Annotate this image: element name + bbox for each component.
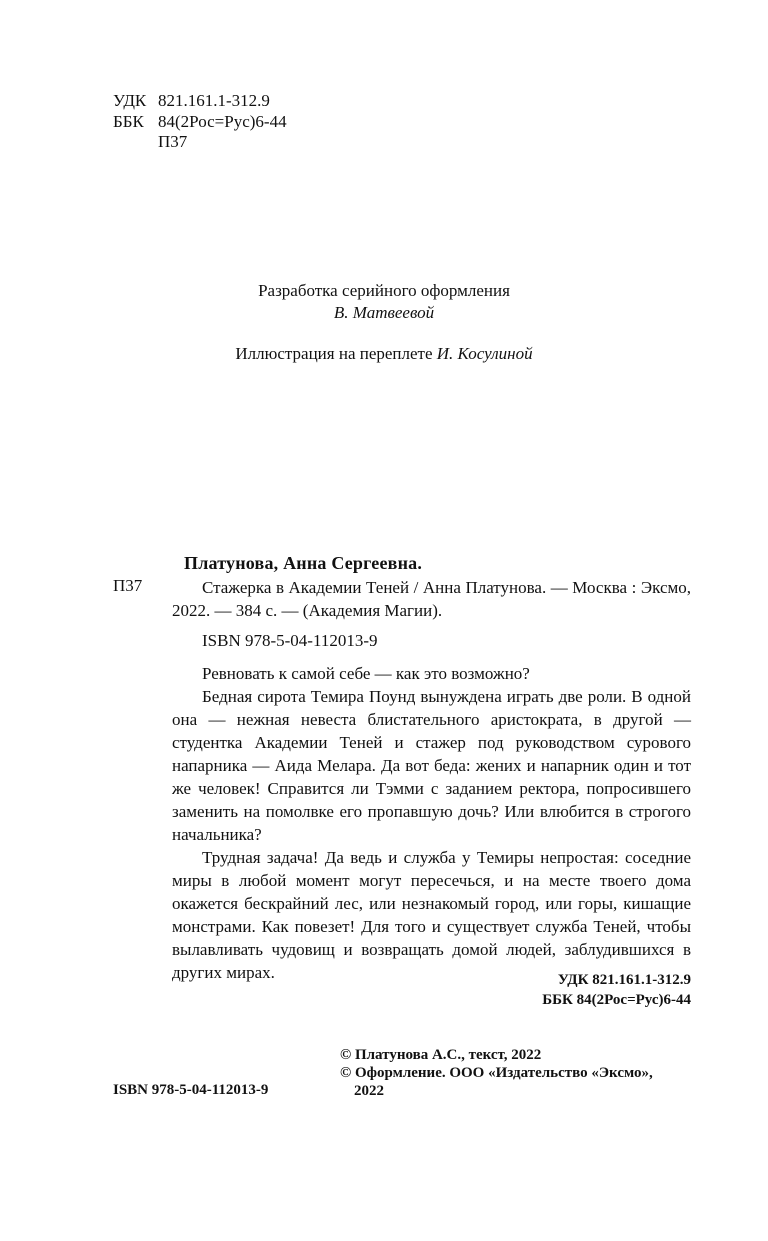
isbn-bottom: ISBN 978-5-04-112013-9 — [113, 1082, 269, 1098]
series-design-label: Разработка серийного оформления — [258, 281, 510, 300]
annotation-paragraph: Ревновать к самой себе — как это возможно? — [202, 664, 530, 683]
author-sign: П37 — [158, 132, 188, 151]
annotation-paragraph: Трудная задача! Да ведь и служба у Темиры непростая: соседние миры в любой момент могут пересечься, и на месте твоего дома окажется бескрайний лес, или незнакомый город, или горы, кишащие монстрами. Как повезет! Для того и существует служба Теней, чтобы вылавливать чудовищ и возвращать домой людей, заблудившихся в других мирах. — [172, 848, 691, 982]
annotation-paragraph: Бедная сирота Темира Поунд вынуждена играть две роли. В одной она — нежная невеста блистательного аристократа, в другой — студентка Академии Теней и стажер под руководством сурового напарника — Аида Мелара. Да вот беда: жених и напарник один и тот же человек! Справится ли Тэмми с заданием ректора, попросившего заменить на помолвке его пропавшую дочь? Или влюбится в строгого начальника? — [172, 687, 691, 844]
udk-value: 821.161.1-312.9 — [158, 91, 270, 110]
annotation — [172, 662, 691, 984]
cover-illustration-name: И. Косулиной — [436, 344, 533, 363]
bbk-label: ББК — [113, 112, 144, 131]
cover-illustration-credit — [0, 343, 768, 365]
bibliography-code: П37 — [113, 576, 143, 595]
bibliography-isbn: ISBN 978-5-04-112013-9 — [202, 631, 378, 650]
index-udk: УДК 821.161.1-312.9 — [557, 972, 691, 988]
index-block — [542, 970, 691, 1010]
bibliography-author: Платунова, Анна Сергеевна. — [184, 553, 423, 573]
index-bbk: ББК 84(2Рос=Рус)6-44 — [542, 992, 691, 1008]
copyright-design-year: 2022 — [354, 1083, 384, 1099]
copyright-text: © Платунова А.С., текст, 2022 — [340, 1047, 542, 1063]
copyright-block — [340, 1046, 700, 1100]
series-design-name: В. Матвеевой — [333, 303, 435, 322]
bbk-value: 84(2Рос=Рус)6-44 — [158, 112, 287, 131]
cover-illustration-label: Иллюстрация на переплете — [235, 344, 433, 363]
bibliography-title: Стажерка в Академии Теней / Анна Платунова. — Москва : Эксмо, 2022. — 384 с. — (Академия Магии). — [172, 578, 691, 620]
author-sign-line — [113, 131, 187, 152]
udk-label: УДК — [113, 91, 147, 110]
copyright-design: © Оформление. ООО «Издательство «Эксмо», — [340, 1065, 653, 1081]
udk-line — [113, 90, 270, 111]
bbk-line — [113, 111, 287, 132]
